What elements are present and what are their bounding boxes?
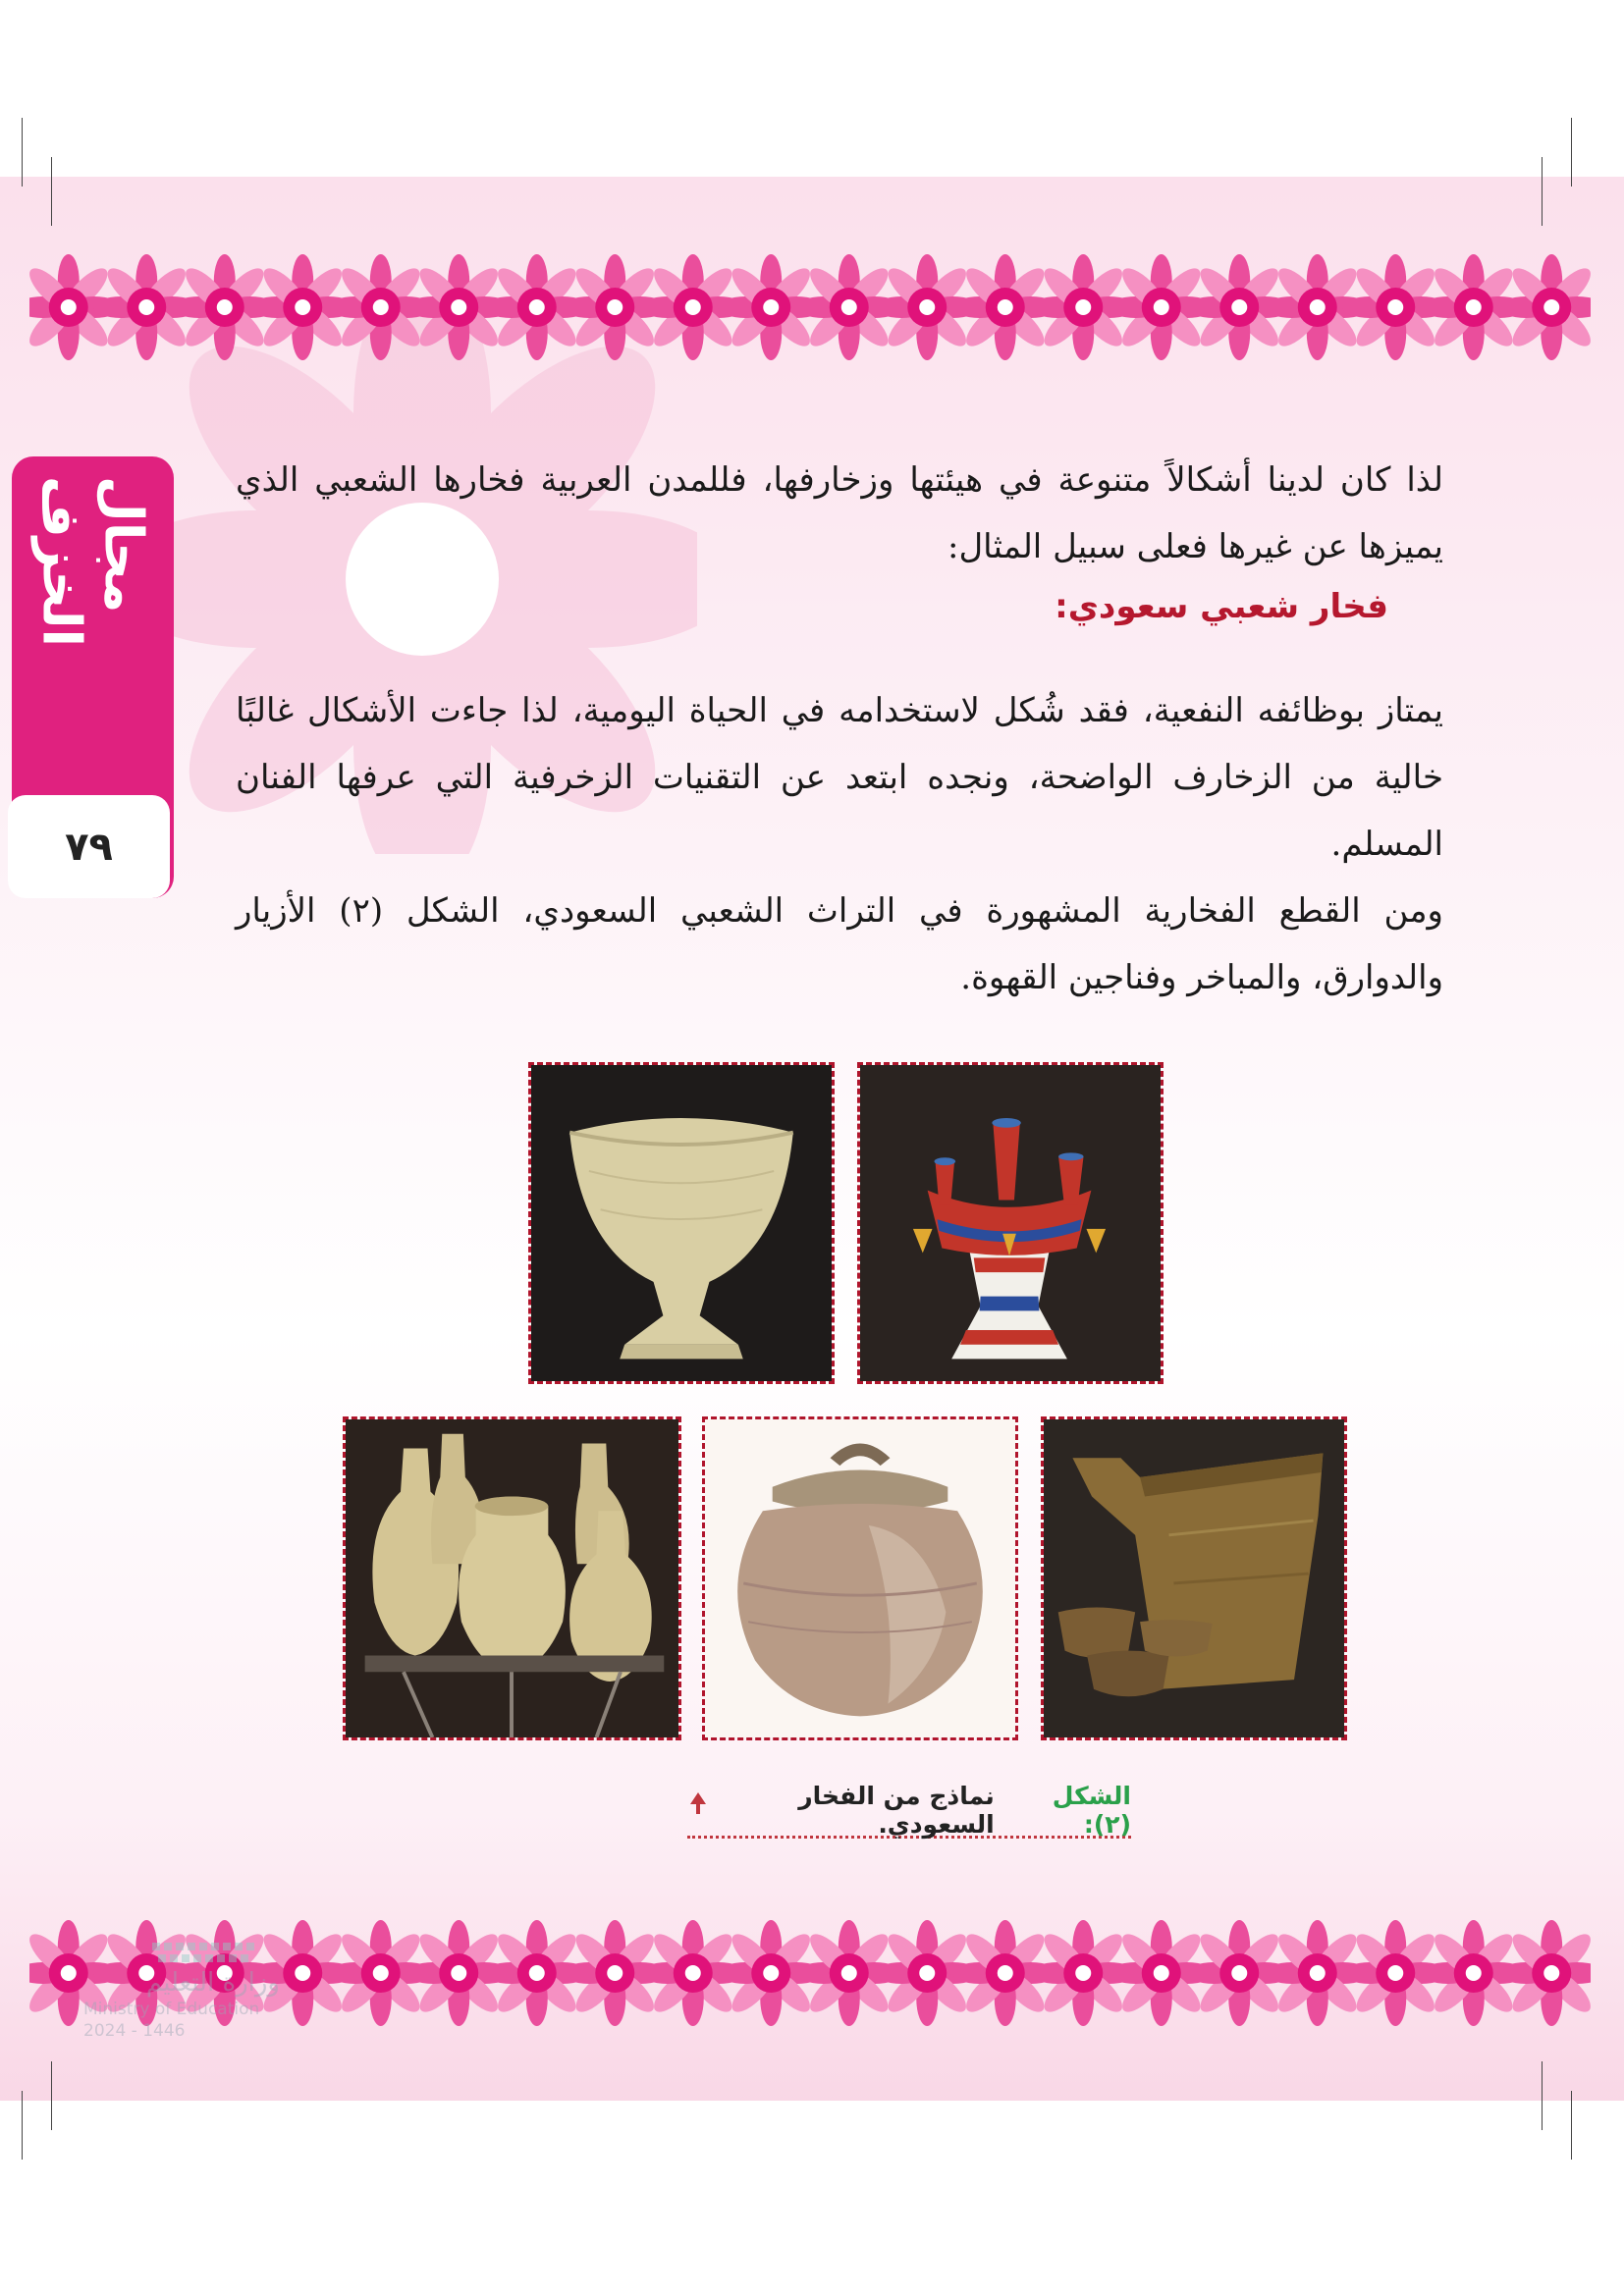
- body-paragraphs: [236, 677, 1443, 1011]
- intro-paragraph: لذا كان لدينا أشكالاً متنوعة في هيئتها وزخارفها، فللمدن العربية فخارها الشعبي الذي يميزها عن غيرها فعلى سبيل المثال:: [236, 460, 1443, 566]
- top-flower-border: [29, 253, 1591, 361]
- crop-mark: [51, 157, 52, 226]
- photo-footed-clay-bowl: [528, 1062, 835, 1384]
- crop-mark: [1571, 118, 1572, 187]
- paragraph-examples: ومن القطع الفخارية المشهورة في التراث الشعبي السعودي، الشكل (٢) الأزيار والدوارق، والمباخر وفناجين القهوة.: [236, 891, 1443, 997]
- figure-caption: [687, 1782, 1131, 1839]
- ministry-logo-icon: [152, 1939, 260, 1966]
- chapter-title: مجال الخزف: [30, 476, 155, 648]
- paragraph-functional: يمتاز بوظائفه النفعية، فقد شُكل لاستخدامه في الحياة اليومية، لذا جاءت الأشكال غالبًا خالية من الزخارف الواضحة، ونجده ابتعد عن التقنيات الزخرفية التي عرفها الفنان المسلم.: [236, 691, 1443, 864]
- watermark-english: Ministry of Education: [83, 2000, 260, 2019]
- border-flower-icon: [1498, 1920, 1591, 2026]
- photo-painted-incense-burner: [857, 1062, 1164, 1384]
- caption-text: نماذج من الفخار السعودي.: [798, 1782, 995, 1839]
- ministry-watermark: [83, 1939, 280, 2047]
- crop-mark: [22, 118, 23, 187]
- photo-water-jugs-on-stand: [343, 1416, 681, 1740]
- crop-mark: [1542, 2061, 1543, 2130]
- caption-label: الشكل (٢):: [1052, 1782, 1131, 1839]
- photo-lidded-clay-jar: [702, 1416, 1018, 1740]
- crop-mark: [51, 2061, 52, 2130]
- border-flower-icon: [1498, 254, 1591, 360]
- crop-mark: [22, 2091, 23, 2160]
- photo-spouted-bowl-and-cups: [1041, 1416, 1347, 1740]
- crop-mark: [1571, 2091, 1572, 2160]
- page-number: ٧٩: [8, 795, 170, 898]
- watermark-year: 2024 - 1446: [83, 2021, 186, 2041]
- section-subtitle: فخار شعبي سعودي:: [1055, 587, 1388, 626]
- crop-mark: [1542, 157, 1543, 226]
- caption-arrow-icon: [690, 1792, 706, 1814]
- watermark-arabic: وزارة التعليم: [145, 1968, 280, 1998]
